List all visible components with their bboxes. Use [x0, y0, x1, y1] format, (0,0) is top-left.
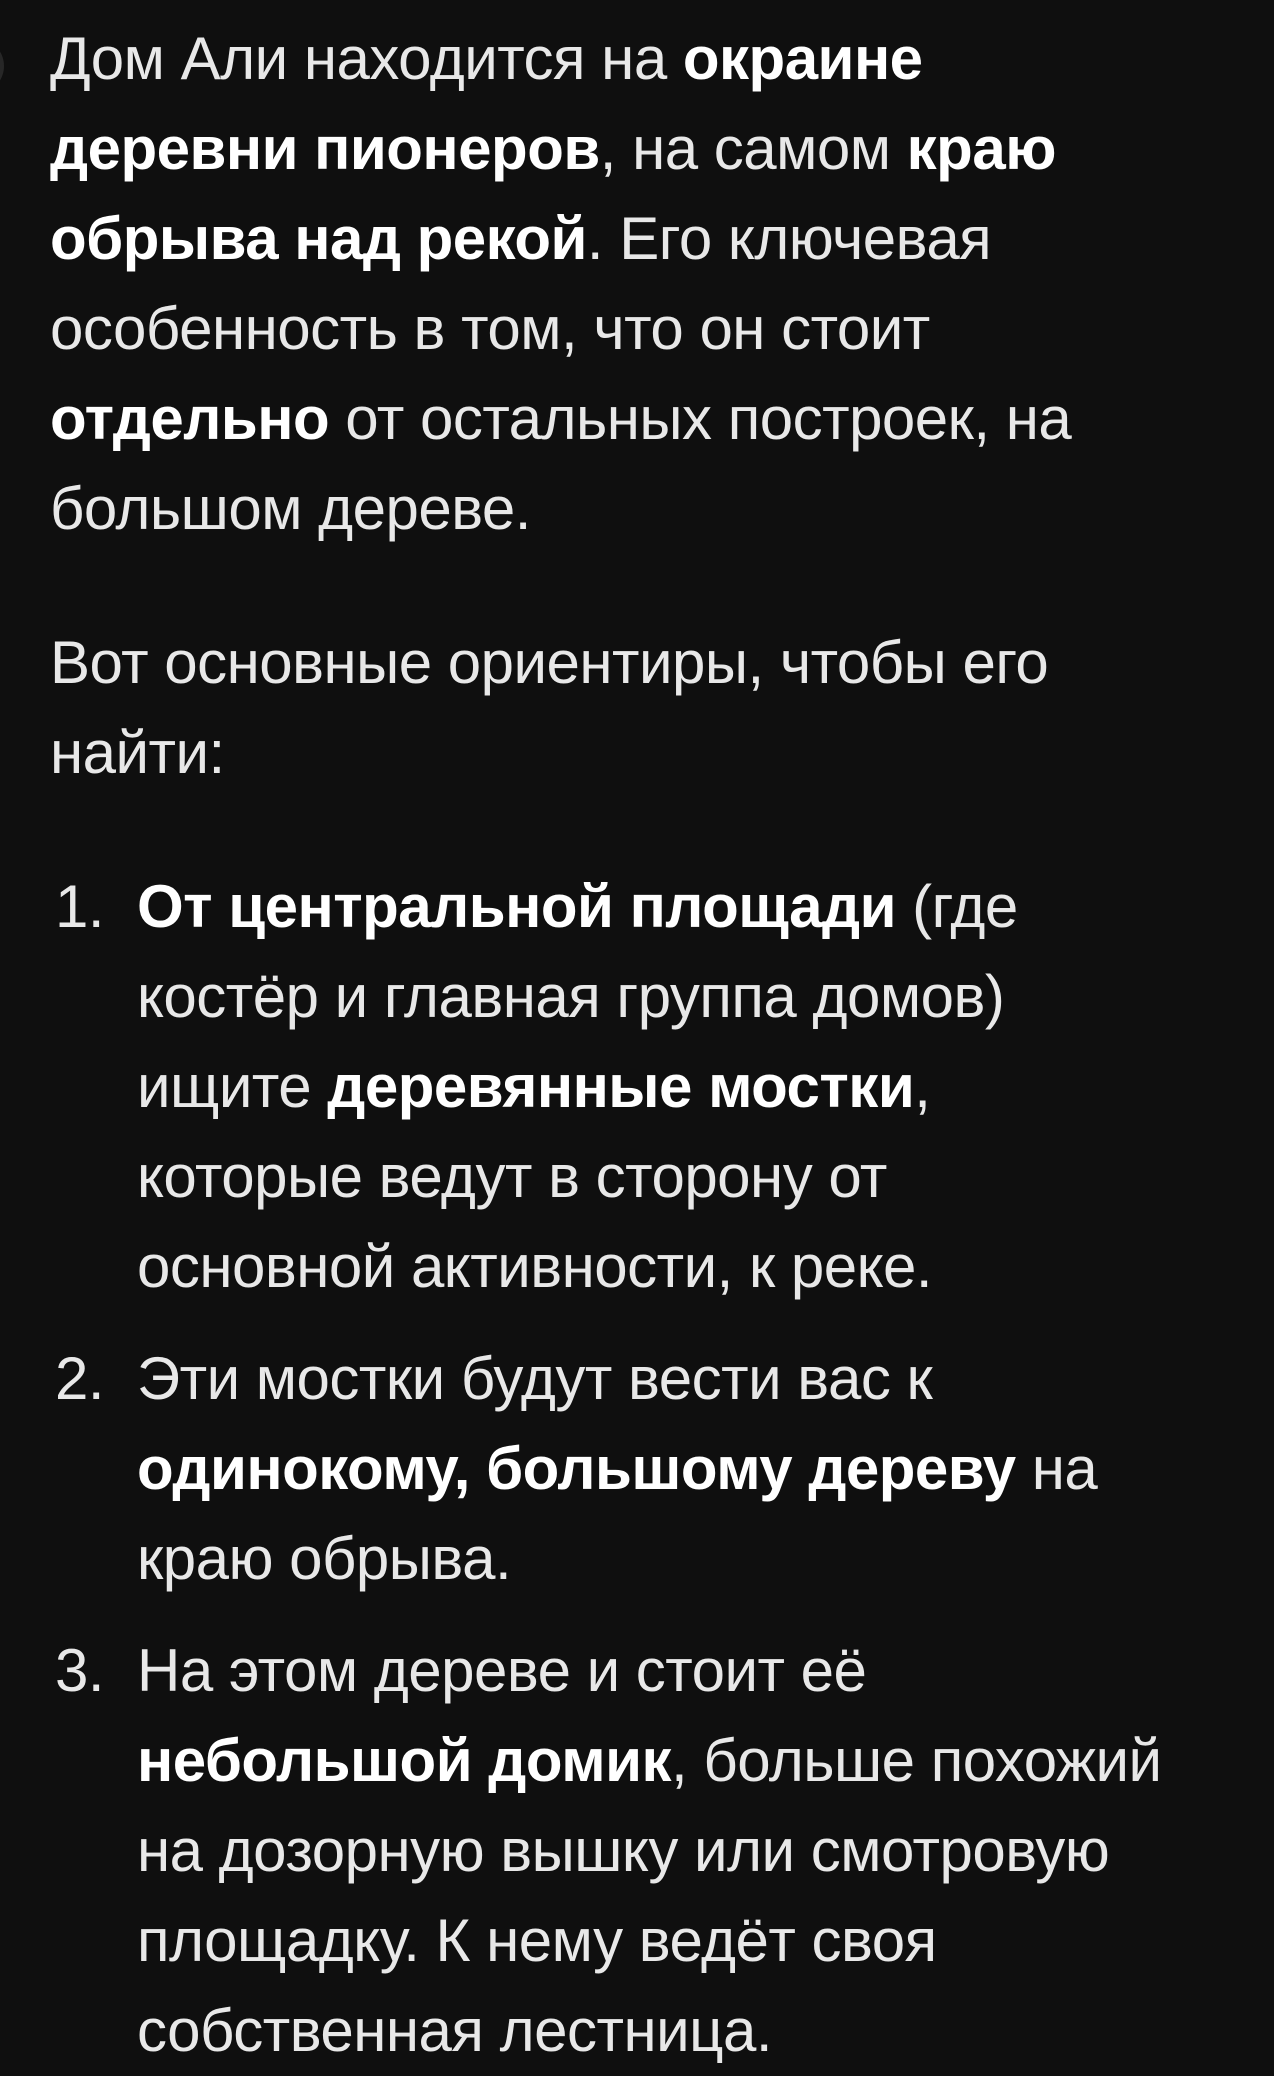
text-line [137, 862, 1238, 952]
landmarks-numbered-list [50, 862, 1238, 2076]
bold-text-segment: одинокому, большому дереву [137, 1435, 1016, 1502]
text-segment: которые ведут в сторону от [137, 1143, 887, 1210]
text-line [137, 1896, 1238, 1986]
paragraph-intro [50, 14, 1238, 554]
text-line [137, 1626, 1238, 1716]
list-item [50, 1334, 1238, 1604]
text-line [50, 618, 1238, 708]
text-segment: Дом Али находится на [50, 25, 683, 92]
list-item [50, 1626, 1238, 2076]
text-segment: ищите [137, 1053, 328, 1120]
text-segment: Эти мостки будут вести вас к [137, 1345, 933, 1412]
bold-text-segment: отдельно [50, 385, 330, 452]
list-item-text [137, 1626, 1238, 2076]
bold-text-segment: небольшой домик [137, 1727, 671, 1794]
text-line [50, 194, 1238, 284]
text-segment: краю обрыва. [137, 1525, 512, 1592]
text-segment: На этом дереве и стоит её [137, 1637, 867, 1704]
text-segment: основной активности, к реке. [137, 1233, 933, 1300]
bold-text-segment: деревянные мостки [327, 1053, 915, 1120]
text-line [50, 464, 1238, 554]
text-line [50, 374, 1238, 464]
text-line [137, 1514, 1238, 1604]
text-segment: найти: [50, 719, 225, 786]
text-segment: костёр и главная группа домов) [137, 963, 1005, 1030]
text-segment: , [914, 1053, 931, 1120]
bold-text-segment: деревни пионеров [50, 115, 600, 182]
text-line [50, 284, 1238, 374]
bold-text-segment: От центральной площади [137, 873, 896, 940]
text-segment: от остальных построек, на [329, 385, 1072, 452]
text-line [137, 952, 1238, 1042]
paragraph-landmarks-lead-in [50, 618, 1238, 798]
text-line [137, 1334, 1238, 1424]
bold-text-segment: краю [906, 115, 1056, 182]
text-line [50, 14, 1238, 104]
text-segment: собственная лестница. [137, 1997, 772, 2064]
text-segment: большом дереве. [50, 475, 531, 542]
text-line [137, 1806, 1238, 1896]
text-line [137, 1042, 1238, 1132]
text-line [137, 1132, 1238, 1222]
text-segment: , больше похожий [671, 1727, 1162, 1794]
text-line [50, 708, 1238, 798]
bold-text-segment: обрыва над рекой [50, 205, 587, 272]
text-line [137, 1716, 1238, 1806]
text-segment: на дозорную вышку или смотровую [137, 1817, 1110, 1884]
bold-text-segment: окраине [682, 25, 923, 92]
list-item [50, 862, 1238, 1312]
list-item-number: 3. [55, 1637, 105, 1704]
list-item-number: 2. [55, 1345, 105, 1412]
text-line [50, 104, 1238, 194]
text-segment: площадку. К нему ведёт своя [137, 1907, 937, 1974]
text-segment: . Его ключевая [586, 205, 992, 272]
text-segment: на [1015, 1435, 1098, 1502]
list-item-number: 1. [55, 873, 105, 940]
text-segment: , на самом [599, 115, 907, 182]
text-segment: Вот основные ориентиры, чтобы его [50, 629, 1049, 696]
list-item-text [137, 1334, 1238, 1604]
text-line [137, 1222, 1238, 1312]
text-line [137, 1986, 1238, 2076]
text-line [137, 1424, 1238, 1514]
text-segment: (где [895, 873, 1018, 940]
text-segment: особенность в том, что он стоит [50, 295, 930, 362]
list-item-text [137, 862, 1238, 1312]
